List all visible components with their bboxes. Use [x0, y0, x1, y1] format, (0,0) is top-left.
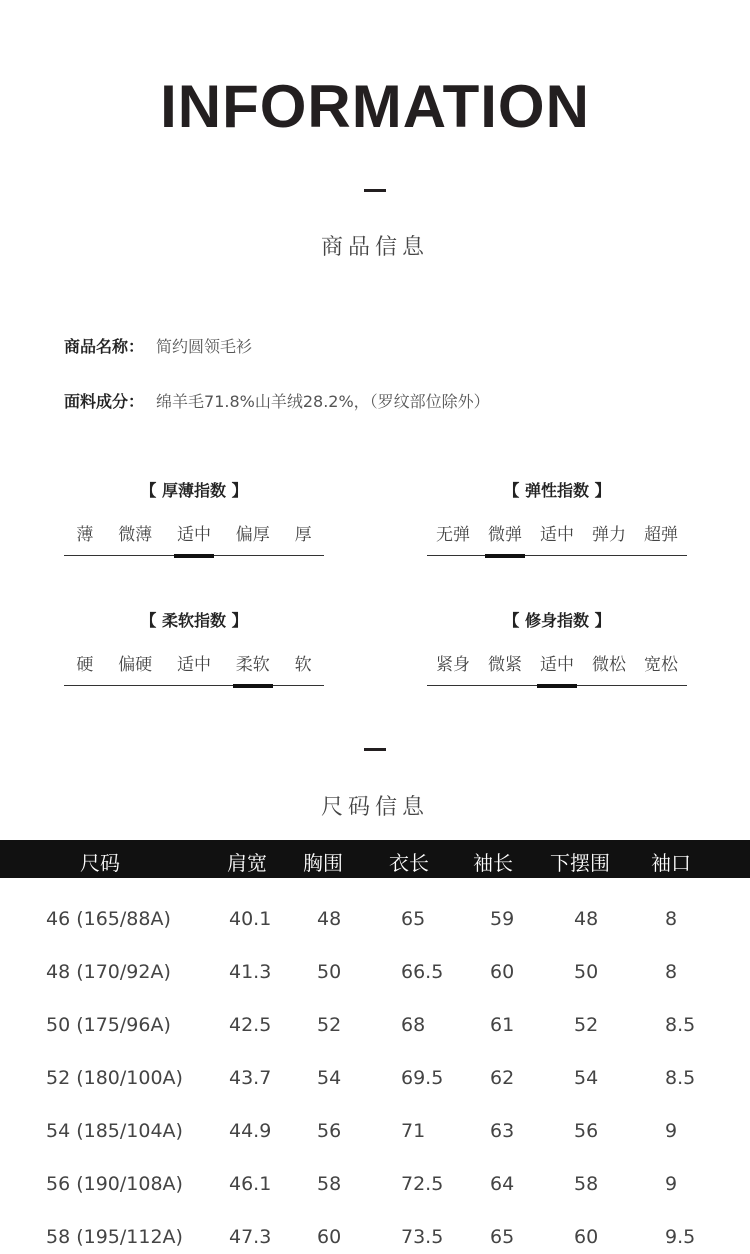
size-table-cell: 50	[317, 961, 342, 983]
size-table-cell: 48	[317, 908, 342, 930]
size-table-cell: 52	[574, 1014, 599, 1036]
size-table-cell: 8	[665, 961, 678, 983]
size-header-cell: 袖口	[651, 851, 691, 875]
index-option: 软	[294, 655, 312, 675]
index-option: 无弹	[436, 525, 470, 545]
index-options	[64, 650, 324, 683]
size-table-cell: 56	[317, 1120, 342, 1142]
index-option: 微松	[592, 655, 626, 675]
index-option: 适中	[176, 655, 211, 675]
divider-dash	[364, 748, 386, 751]
page-heading: INFORMATION	[160, 73, 590, 140]
size-table-cell: 60	[490, 961, 515, 983]
index-option: 弹力	[592, 525, 626, 545]
size-table-cell: 71	[401, 1120, 426, 1142]
product-name-row	[64, 334, 252, 357]
index-option: 偏硬	[118, 655, 153, 675]
size-table-row	[0, 959, 750, 989]
size-table-cell: 8.5	[665, 1067, 696, 1089]
size-table-cell: 56 (190/108A)	[46, 1173, 183, 1195]
size-table-cell: 65	[490, 1226, 515, 1248]
size-table-cell: 68	[401, 1014, 426, 1036]
size-header-cell: 肩宽	[227, 851, 267, 875]
size-table-cell: 66.5	[401, 961, 444, 983]
size-table-cell: 54 (185/104A)	[46, 1120, 183, 1142]
size-header-cell: 尺码	[80, 851, 120, 875]
size-table-cell: 43.7	[229, 1067, 272, 1089]
product-name-label: 商品名称：	[64, 337, 145, 356]
size-table-cell: 8.5	[665, 1014, 696, 1036]
size-table-cell: 56	[574, 1120, 599, 1142]
size-table-cell: 58	[574, 1173, 599, 1195]
index-title: 【 弹性指数 】	[503, 481, 611, 500]
size-table-cell: 9	[665, 1120, 678, 1142]
divider-dash	[364, 189, 386, 192]
index-options	[427, 520, 687, 553]
fit-index	[427, 608, 687, 686]
size-table-cell: 50	[574, 961, 599, 983]
size-table-row	[0, 1171, 750, 1201]
size-table-cell: 69.5	[401, 1067, 444, 1089]
size-table-row	[0, 1224, 750, 1254]
size-table-cell: 63	[490, 1120, 515, 1142]
size-table-cell: 9	[665, 1173, 678, 1195]
index-option: 偏厚	[235, 525, 270, 545]
size-table-cell: 40.1	[229, 908, 272, 930]
index-option: 紧身	[436, 655, 470, 675]
index-options	[64, 520, 324, 553]
size-table-cell: 62	[490, 1067, 515, 1089]
size-table-cell: 50 (175/96A)	[46, 1014, 171, 1036]
elasticity-index	[427, 478, 687, 556]
size-table-cell: 54	[574, 1067, 599, 1089]
index-option: 硬	[76, 655, 94, 675]
size-table-header	[0, 840, 750, 878]
size-table-cell: 64	[490, 1173, 515, 1195]
size-table-cell: 58	[317, 1173, 342, 1195]
fabric-row	[64, 389, 490, 412]
size-table-cell: 41.3	[229, 961, 272, 983]
product-info-title: 商品信息	[320, 235, 429, 260]
size-header-cell: 袖长	[473, 851, 513, 875]
thickness-index	[64, 478, 324, 556]
size-table-cell: 44.9	[229, 1120, 272, 1142]
size-table-cell: 61	[490, 1014, 515, 1036]
size-table-cell: 65	[401, 908, 426, 930]
product-name-value: 简约圆领毛衫	[156, 337, 253, 356]
size-table-cell: 73.5	[401, 1226, 444, 1248]
index-options	[427, 650, 687, 683]
size-header-cell: 胸围	[303, 851, 343, 875]
size-table-row	[0, 1065, 750, 1095]
index-option: 柔软	[236, 650, 270, 683]
softness-index	[64, 608, 324, 686]
index-option: 厚	[294, 525, 312, 545]
size-table-cell: 52 (180/100A)	[46, 1067, 183, 1089]
index-option: 宽松	[644, 655, 678, 675]
index-option: 适中	[540, 525, 574, 545]
index-option: 超弹	[644, 525, 678, 545]
size-table-cell: 9.5	[665, 1226, 696, 1248]
size-table-cell: 46 (165/88A)	[46, 908, 171, 930]
size-table-cell: 8	[665, 908, 678, 930]
size-table-cell: 47.3	[229, 1226, 272, 1248]
index-option: 微薄	[118, 525, 153, 545]
index-title: 【 修身指数 】	[503, 611, 611, 630]
size-header-cell: 下摆围	[550, 851, 610, 875]
index-title: 【 厚薄指数 】	[140, 481, 248, 500]
size-table-cell: 72.5	[401, 1173, 444, 1195]
size-table-cell: 48 (170/92A)	[46, 961, 171, 983]
size-table-cell: 60	[574, 1226, 599, 1248]
size-table-cell: 60	[317, 1226, 342, 1248]
index-title: 【 柔软指数 】	[140, 611, 248, 630]
index-option: 适中	[177, 520, 211, 553]
fabric-value: 绵羊毛71.8%山羊绒28.2%，（罗纹部位除外）	[156, 392, 490, 411]
size-header-cell: 衣长	[389, 851, 429, 875]
index-option: 薄	[76, 525, 94, 545]
size-table-row	[0, 906, 750, 936]
size-table-cell: 52	[317, 1014, 342, 1036]
size-table-cell: 46.1	[229, 1173, 272, 1195]
size-table-cell: 54	[317, 1067, 342, 1089]
size-table-cell: 59	[490, 908, 515, 930]
index-scale-line	[64, 685, 324, 686]
index-scale-line	[427, 555, 687, 556]
index-option: 微紧	[488, 655, 522, 675]
index-option: 适中	[540, 650, 574, 683]
size-table-cell: 58 (195/112A)	[46, 1226, 183, 1248]
size-table-row	[0, 1012, 750, 1042]
fabric-label: 面料成分：	[64, 392, 145, 411]
index-option: 微弹	[488, 520, 522, 553]
size-table-cell: 42.5	[229, 1014, 272, 1036]
size-info-title: 尺码信息	[320, 795, 429, 820]
size-table-row	[0, 1118, 750, 1148]
size-table-cell: 48	[574, 908, 599, 930]
